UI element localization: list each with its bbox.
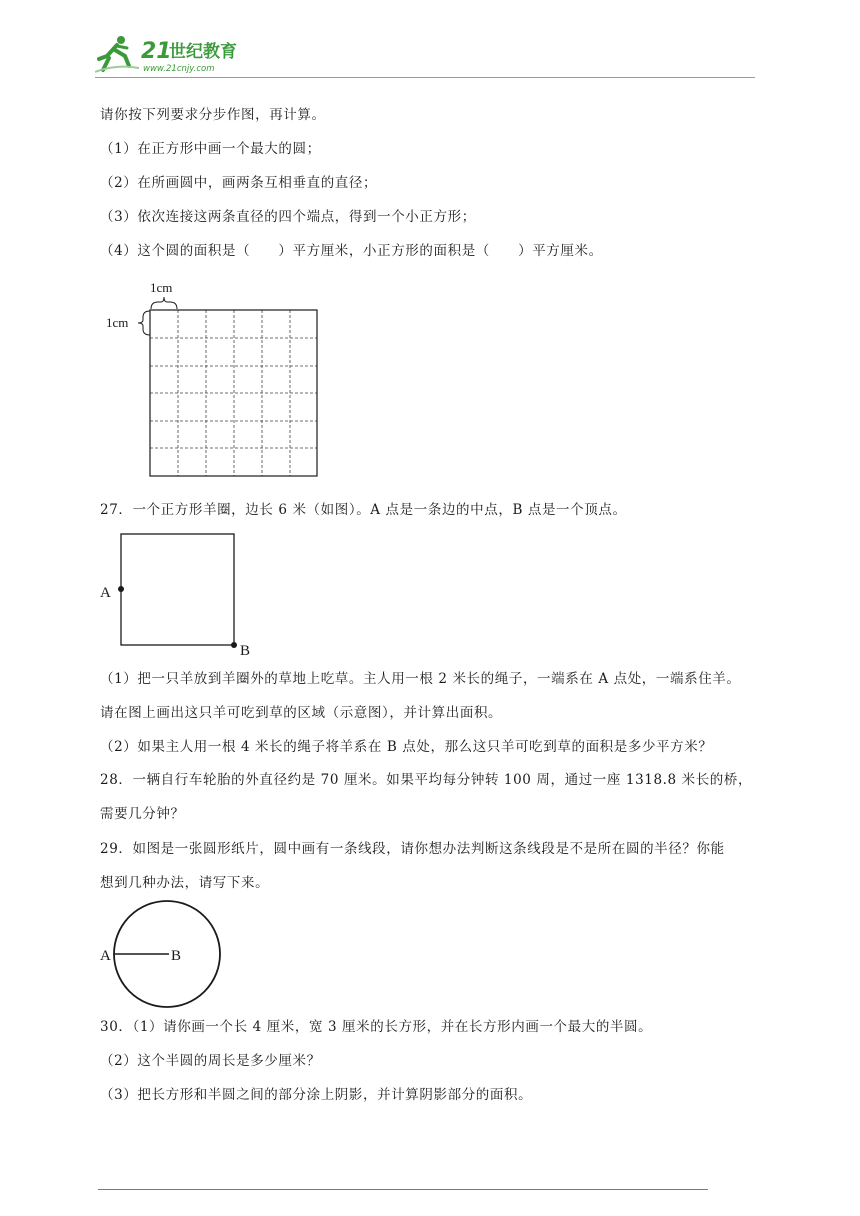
footer-divider: [98, 1189, 708, 1190]
q27-pen-figure: [96, 528, 266, 660]
point-b-dot: [231, 642, 237, 648]
point-b-label: B: [240, 643, 251, 659]
pen-square: [121, 534, 234, 645]
q27-part-1-cont: 请在图上画出这只羊可吃到草的区域（示意图），并计算出面积。: [100, 705, 503, 721]
q27-part-2: （2）如果主人用一根 4 米长的绳子将羊系在 B 点处，那么这只羊可吃到草的面积是多少平方米？: [100, 739, 713, 755]
svg-text:www.21cnjy.com: www.21cnjy.com: [143, 64, 215, 74]
grid-label-top: 1cm: [150, 280, 173, 295]
point-a-label: A: [100, 585, 111, 601]
brace-top-icon: [151, 297, 177, 309]
grid-lines: [150, 310, 317, 476]
q28-line-1: 28．一辆自行车轮胎的外直径约是 70 厘米。如果平均每分钟转 100 周，通过一座 1318.8 米长的桥，: [100, 772, 753, 788]
q30-line-2: （2）这个半圆的周长是多少厘米？: [100, 1053, 321, 1069]
q26-step-3: （3）依次连接这两条直径的四个端点，得到一个小正方形；: [100, 209, 476, 225]
q29-line-1: 29．如图是一张圆形纸片，圆中画有一条线段，请你想办法判断这条线段是不是所在圆的半径？你能: [100, 841, 725, 857]
point-a-dot: [118, 586, 124, 592]
q26-intro: 请你按下列要求分步作图，再计算。: [100, 107, 326, 123]
brace-left-icon: [138, 311, 150, 335]
header-divider: [95, 77, 755, 78]
q29-line-2: 想到几种办法，请写下来。: [100, 875, 270, 891]
svg-text:21: 21: [141, 39, 172, 64]
q26-grid-figure: [100, 276, 330, 481]
site-logo: [95, 32, 265, 76]
q26-step-1: （1）在正方形中画一个最大的圆；: [100, 141, 321, 157]
q27-part-1: （1）把一只羊放到羊圈外的草地上吃草。主人用一根 2 米长的绳子，一端系在 A 点处，一端系住羊。: [100, 671, 741, 687]
runner-icon: [95, 36, 139, 72]
q30-line-1: 30．（1）请你画一个长 4 厘米，宽 3 厘米的长方形，并在长方形内画一个最大的半圆。: [100, 1019, 653, 1035]
circle-point-b-label: B: [171, 948, 182, 964]
q26-step-2: （2）在所画圆中，画两条互相垂直的直径；: [100, 175, 378, 191]
q29-circle-figure: [96, 900, 236, 1010]
page-header: [95, 32, 755, 80]
q27-stem: 27．一个正方形羊圈，边长 6 米（如图）。A 点是一条边的中点，B 点是一个顶点。: [100, 502, 627, 518]
svg-text:世纪教育: 世纪教育: [169, 42, 237, 62]
grid-label-left: 1cm: [106, 315, 129, 330]
circle-point-a-label: A: [100, 948, 111, 964]
logo-wordmark: [141, 39, 237, 74]
q28-line-2: 需要几分钟？: [100, 806, 185, 822]
q30-line-3: （3）把长方形和半圆之间的部分涂上阴影，并计算阴影部分的面积。: [100, 1087, 533, 1103]
q26-step-4: （4）这个圆的面积是（ ）平方厘米，小正方形的面积是（ ）平方厘米。: [100, 243, 603, 259]
